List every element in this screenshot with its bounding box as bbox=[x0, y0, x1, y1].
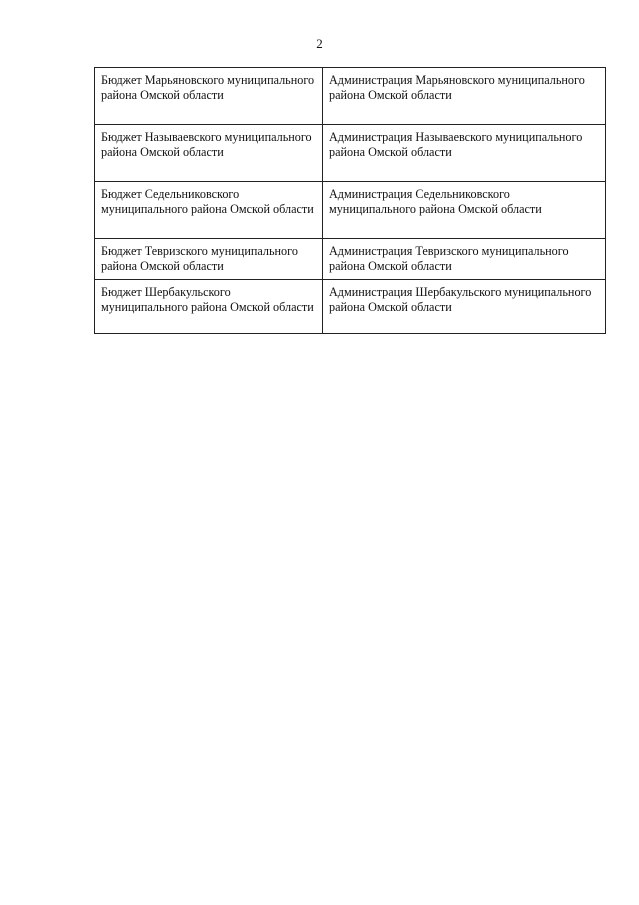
administrator-cell: Администрация Шербакульского муниципального района Омской области bbox=[323, 280, 606, 334]
budget-cell: Бюджет Седельниковского муниципального района Омской области bbox=[95, 182, 323, 239]
table-row bbox=[95, 280, 606, 334]
administrator-cell: Администрация Марьяновского муниципального района Омской области bbox=[323, 68, 606, 125]
administrator-cell: Администрация Называевского муниципального района Омской области bbox=[323, 125, 606, 182]
page-number: 2 bbox=[316, 36, 323, 51]
administrator-cell: Администрация Тевризского муниципального района Омской области bbox=[323, 239, 606, 280]
budget-cell: Бюджет Шербакульского муниципального района Омской области bbox=[95, 280, 323, 334]
budget-cell: Бюджет Марьяновского муниципального района Омской области bbox=[95, 68, 323, 125]
budget-cell: Бюджет Называевского муниципального района Омской области bbox=[95, 125, 323, 182]
budget-administrators-table bbox=[94, 67, 606, 334]
table-row bbox=[95, 68, 606, 125]
table-row bbox=[95, 182, 606, 239]
table-row bbox=[95, 239, 606, 280]
budget-cell: Бюджет Тевризского муниципального района Омской области bbox=[95, 239, 323, 280]
table-row bbox=[95, 125, 606, 182]
administrator-cell: Администрация Седельниковского муниципального района Омской области bbox=[323, 182, 606, 239]
